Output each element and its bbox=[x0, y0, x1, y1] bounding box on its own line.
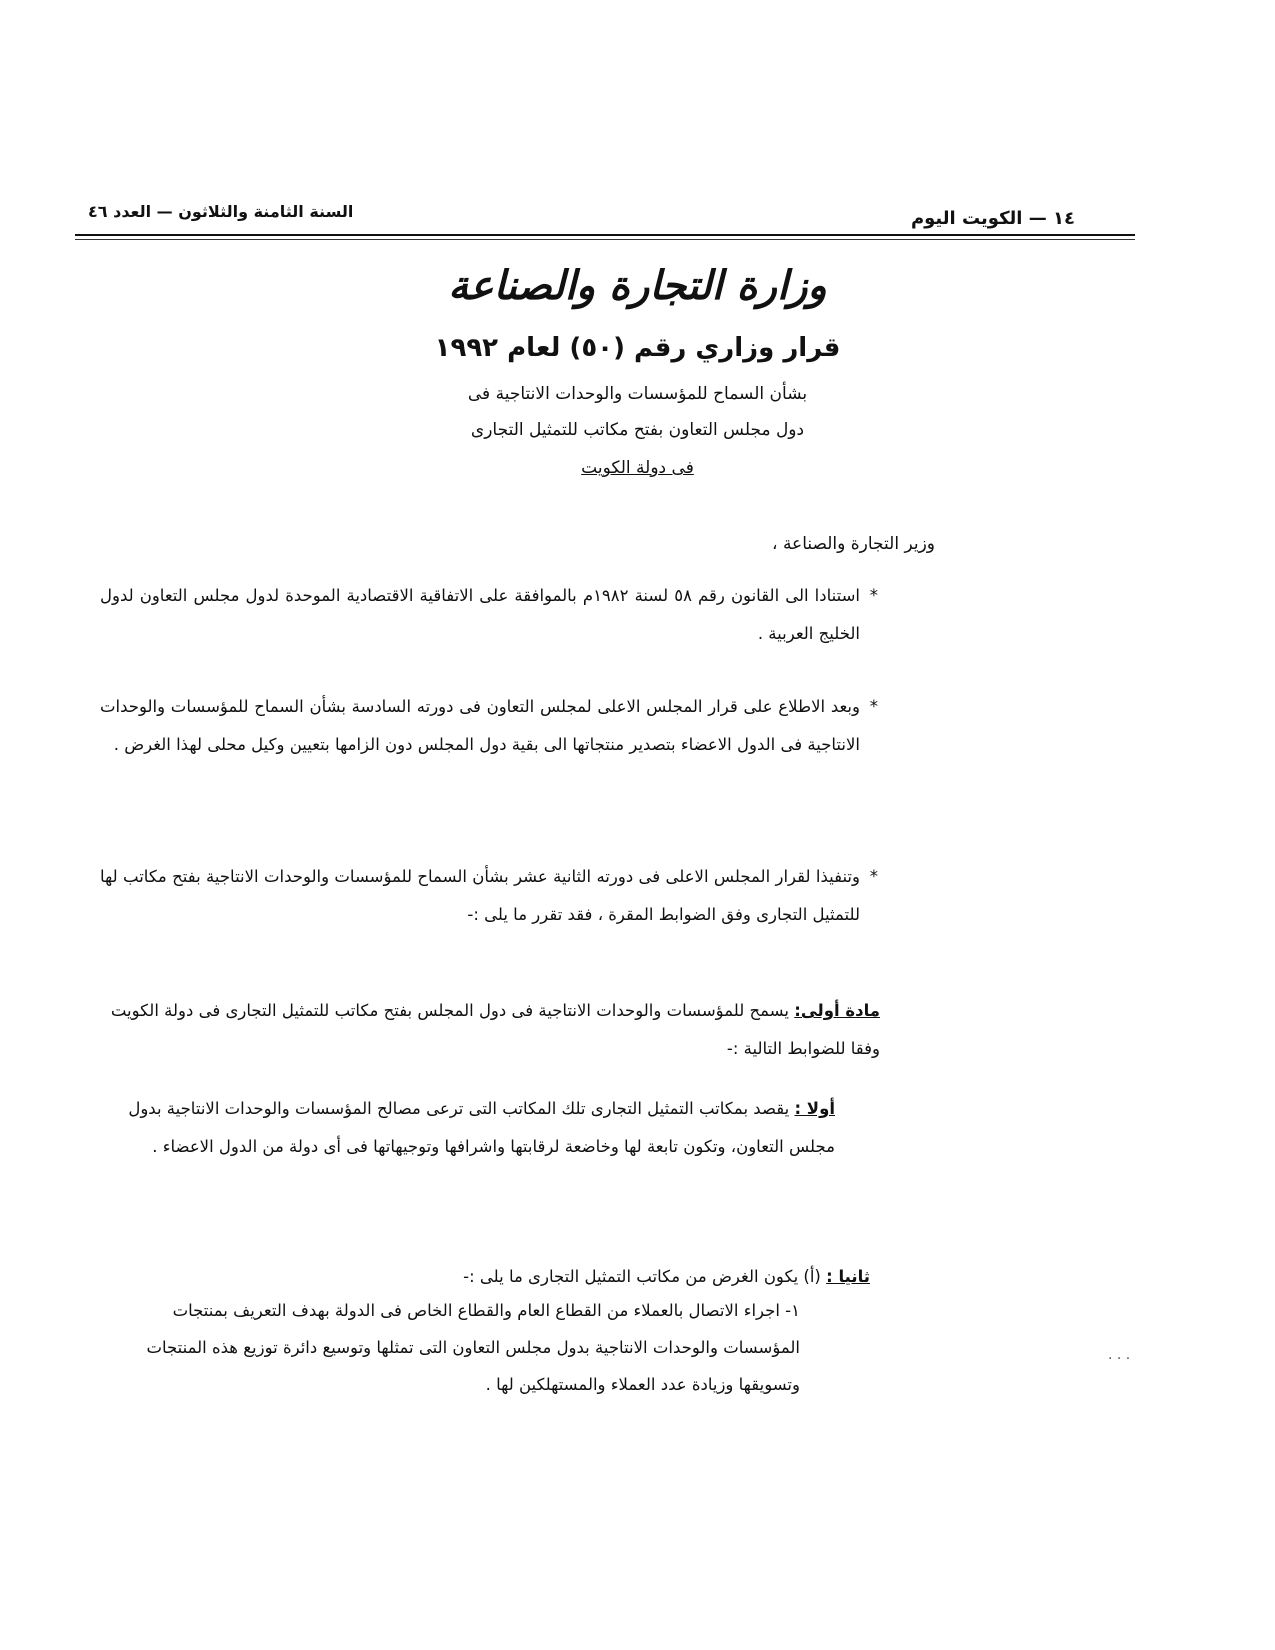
header-rule-thick bbox=[75, 234, 1135, 236]
clause-intro: (أ) يكون الغرض من مكاتب التمثيل التجارى ما يلى :- bbox=[463, 1267, 821, 1286]
clause-first bbox=[95, 1090, 835, 1166]
clause-second-heading bbox=[110, 1262, 870, 1292]
margin-dots: . . . bbox=[1108, 1347, 1131, 1363]
header-rule-thin bbox=[75, 239, 1135, 240]
subject-line: فى دولة الكويت bbox=[581, 458, 694, 478]
preamble-paragraph bbox=[100, 858, 878, 934]
subject-line: بشأن السماح للمؤسسات والوحدات الانتاجية فى bbox=[467, 384, 808, 404]
article-one bbox=[90, 992, 880, 1068]
article-text: يسمح للمؤسسات والوحدات الانتاجية فى دول المجلس بفتح مكاتب للتمثيل التجارى فى دولة الكويت وفقا للضوابط التالية :- bbox=[110, 1001, 880, 1058]
preamble-text: وتنفيذا لقرار المجلس الاعلى فى دورته الثانية عشر بشأن السماح للمؤسسات والوحدات الانتاجية بفتح مكاتب لها للتمثيل التجارى وفق الضوابط المقرة ، فقد تقرر ما يلى :- bbox=[100, 867, 860, 924]
clause-label: ثانيا : bbox=[826, 1267, 870, 1286]
clause-text: يقصد بمكاتب التمثيل التجارى تلك المكاتب التى ترعى مصالح المؤسسات والوحدات الانتاجية بدول مجلس التعاون، وتكون تابعة لها وخاضعة لرقابتها واشرافها وتوجيهاتها فى أى دولة من الدول الاعضاء . bbox=[128, 1099, 835, 1156]
page-number-header: ١٤ — الكويت اليوم bbox=[910, 208, 1075, 229]
preamble-paragraph bbox=[100, 688, 878, 764]
minister-line: وزير التجارة والصناعة ، bbox=[772, 534, 935, 554]
preamble-text: وبعد الاطلاع على قرار المجلس الاعلى لمجلس التعاون فى دورته السادسة بشأن السماح للمؤسسات والوحدات الانتاجية فى الدول الاعضاء بتصدير منتجاتها الى بقية دول المجلس دون الزامها بتعيين وكيل محلى لهذا الغرض . bbox=[100, 697, 860, 754]
bullet-star: * bbox=[869, 697, 878, 716]
decree-title: قرار وزاري رقم (٥٠) لعام ١٩٩٢ bbox=[434, 333, 841, 363]
subject-line: دول مجلس التعاون بفتح مكاتب للتمثيل التجارى bbox=[470, 420, 805, 440]
clause-label: أولا : bbox=[794, 1099, 835, 1118]
preamble-paragraph bbox=[100, 577, 878, 653]
ministry-title: وزارة التجارة والصناعة bbox=[448, 262, 827, 309]
issue-header: السنة الثامنة والثلاثون — العدد ٤٦ bbox=[88, 202, 354, 221]
clause-second-item: ١- اجراء الاتصال بالعملاء من القطاع العام والقطاع الخاص فى الدولة بهدف التعريف بمنتجات المؤسسات والوحدات الانتاجية بدول مجلس التعاون التى تمثلها وتوسيع دائرة توزيع هذه المنتجات وتسويقها وزيادة عدد العملاء والمستهلكين لها . bbox=[146, 1301, 800, 1394]
preamble-text: استنادا الى القانون رقم ٥٨ لسنة ١٩٨٢م بالموافقة على الاتفاقية الاقتصادية الموحدة لدول مجلس التعاون لدول الخليج العربية . bbox=[100, 586, 860, 643]
article-label: مادة أولى: bbox=[794, 1001, 880, 1020]
bullet-star: * bbox=[869, 867, 878, 886]
bullet-star: * bbox=[869, 586, 878, 605]
